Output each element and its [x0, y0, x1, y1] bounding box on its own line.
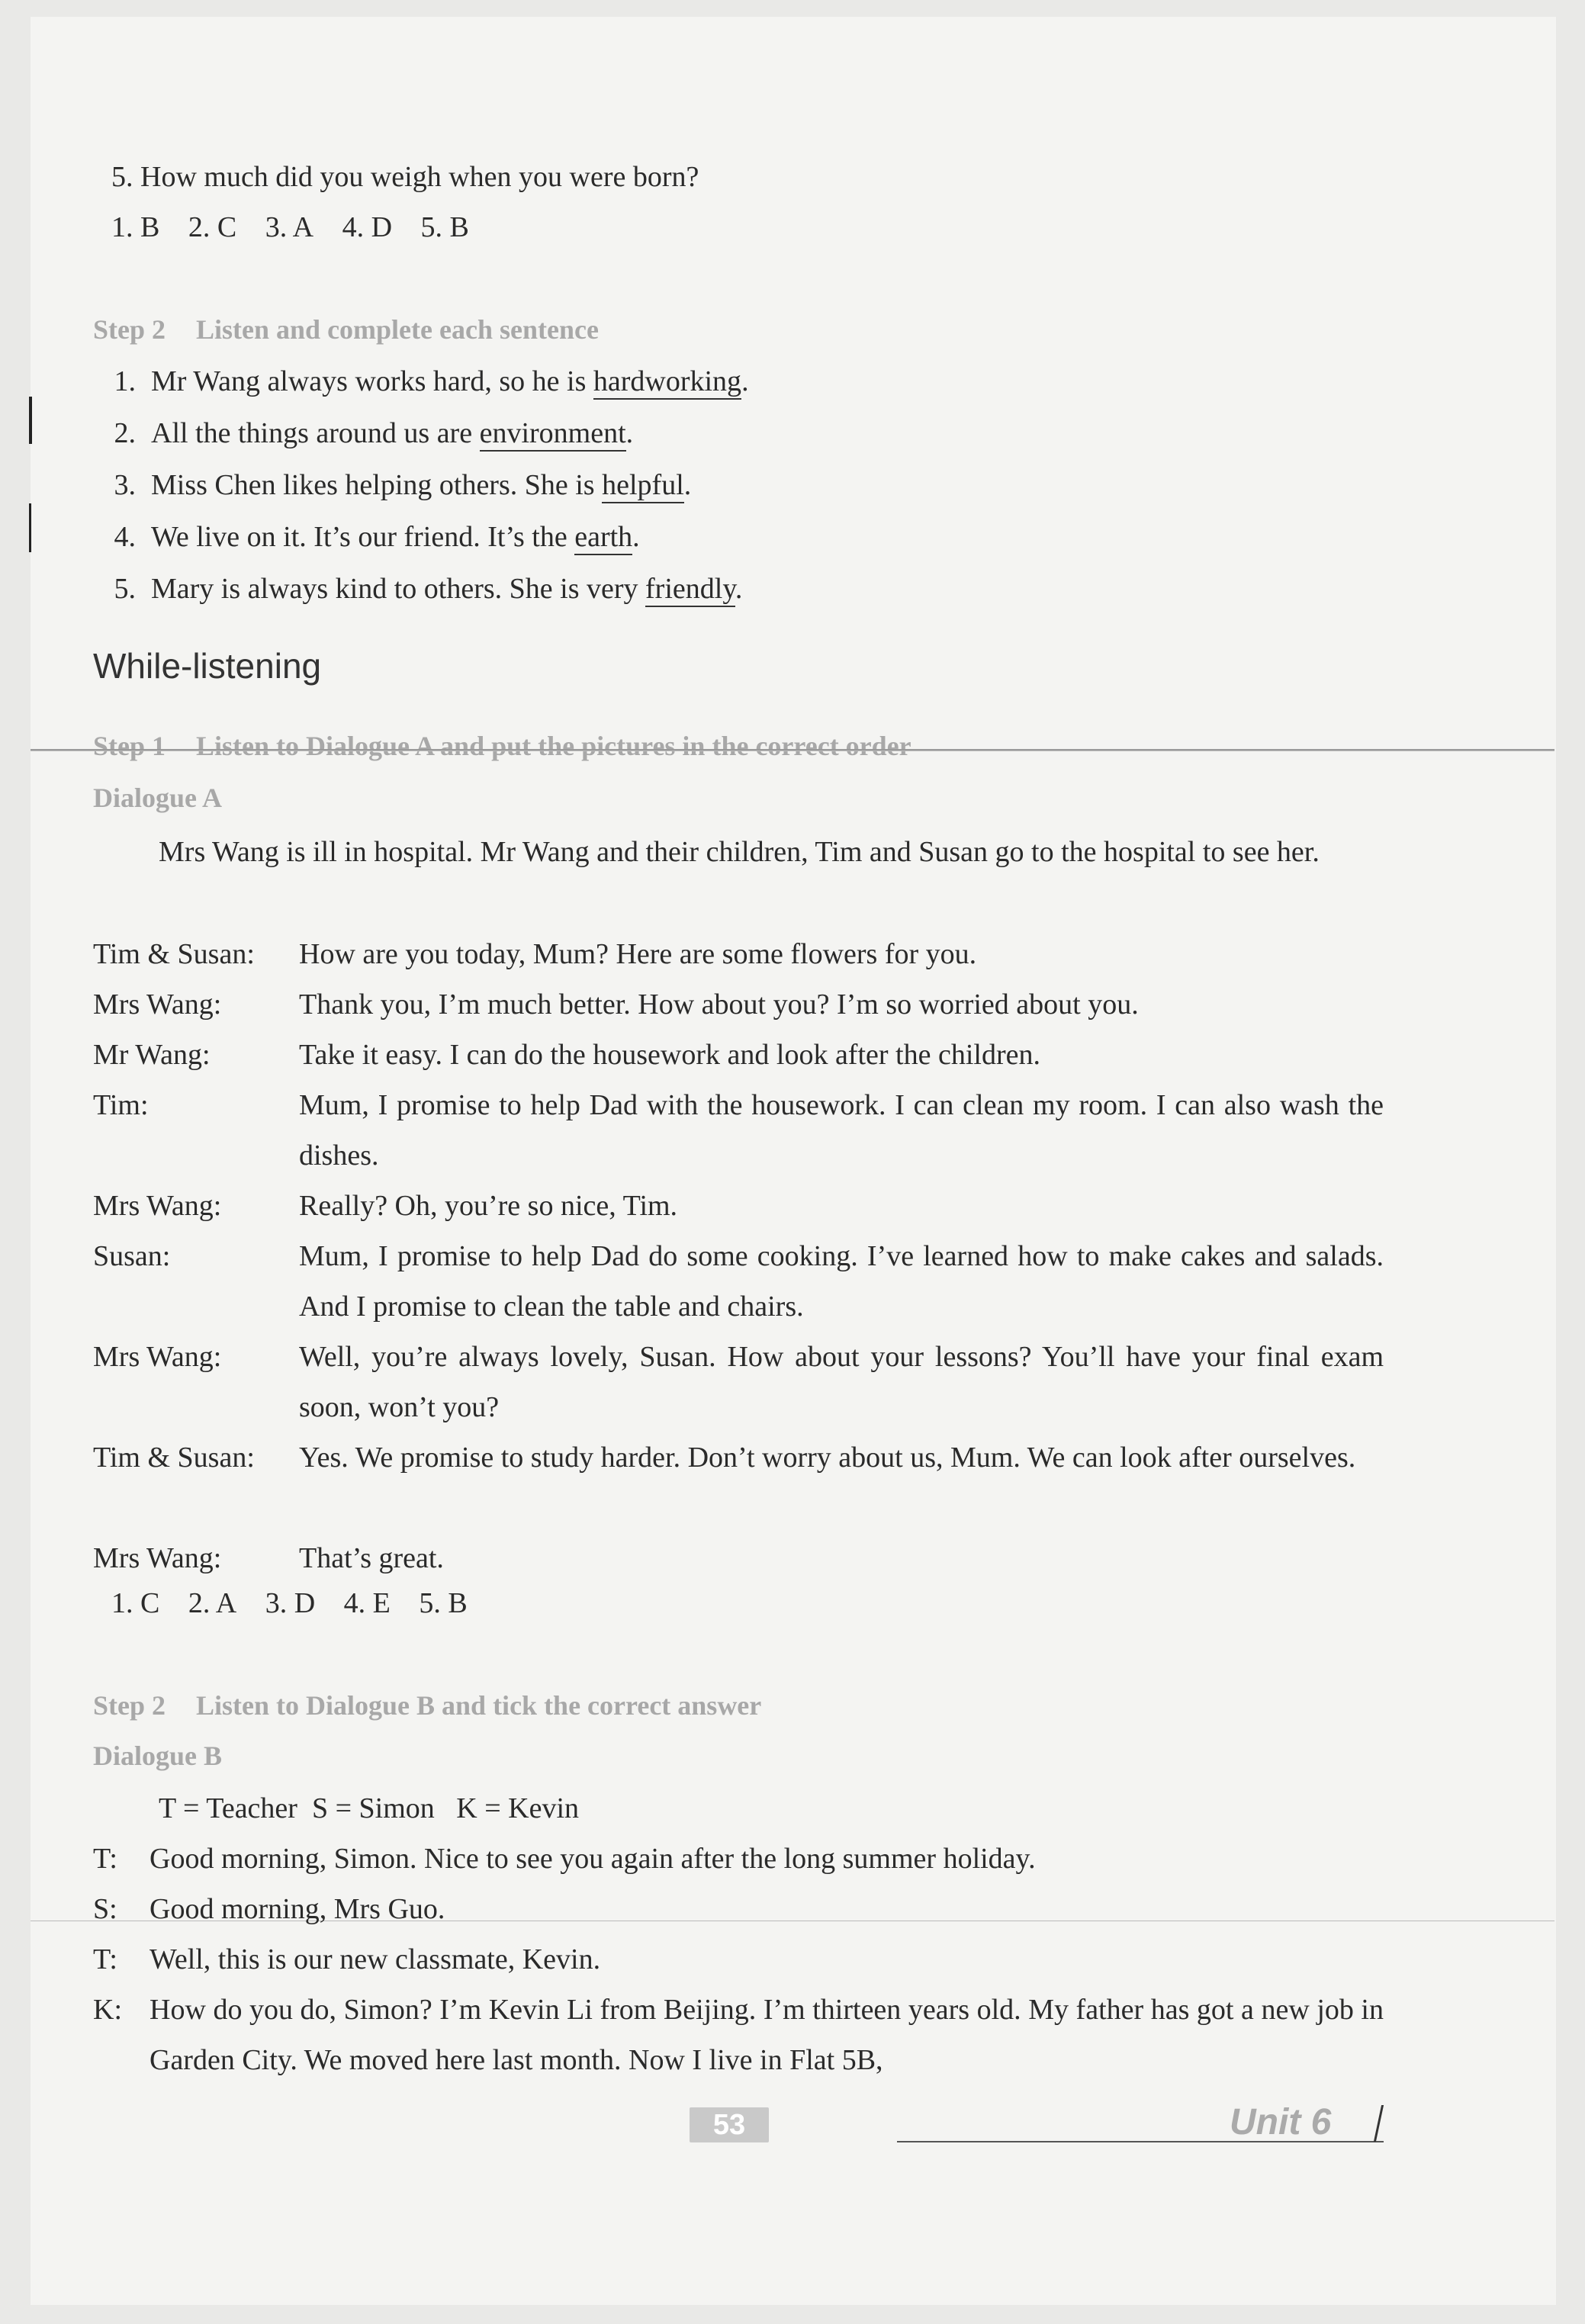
speaker: S: — [93, 1893, 117, 1925]
sentence-item: 2. All the things around us are environment. — [96, 410, 633, 456]
speaker: Mr Wang: — [93, 1039, 211, 1071]
utterance: That’s great. — [299, 1542, 444, 1574]
answer-blank: helpful — [602, 469, 684, 503]
utterance: Good morning, Mrs Guo. — [149, 1893, 445, 1925]
answer-row-a — [111, 1580, 489, 1626]
speaker: Susan: — [93, 1240, 171, 1272]
speaker: T: — [93, 1843, 117, 1875]
step-heading: Step 2 Listen and complete each sentence — [93, 314, 599, 345]
step-heading: Step 2 Listen to Dialogue B and tick the correct answer — [93, 1690, 762, 1721]
answer-blank: earth — [574, 521, 632, 555]
speaker: Tim & Susan: — [93, 938, 255, 970]
answer-blank: environment — [480, 417, 626, 452]
answer: 3. A — [265, 211, 314, 243]
unit-label: Unit 6 — [1230, 2102, 1332, 2142]
utterance: Well, this is our new classmate, Kevin. — [149, 1943, 601, 1975]
answer: 2. A — [188, 1587, 237, 1619]
answer: 1. C — [111, 1587, 160, 1619]
utterance: Thank you, I’m much better. How about you? I’m so worried about you. — [299, 988, 1139, 1021]
answer: 2. C — [188, 211, 237, 243]
speaker: Mrs Wang: — [93, 988, 222, 1021]
utterance: How are you today, Mum? Here are some flowers for you. — [299, 938, 977, 970]
divider — [31, 749, 1554, 751]
answer-blank: friendly — [645, 573, 735, 607]
answer: 4. E — [343, 1587, 391, 1619]
dialogue-title: Dialogue A — [93, 783, 223, 813]
utterance: Take it easy. I can do the housework and look after the children. — [299, 1039, 1040, 1071]
speaker: Tim & Susan: — [93, 1442, 255, 1474]
speaker-key: T = Teacher S = Simon K = Kevin — [159, 1792, 579, 1824]
answer-blank: hardworking — [593, 365, 741, 400]
utterance: Really? Oh, you’re so nice, Tim. — [299, 1190, 678, 1222]
utterance: Yes. We promise to study harder. Don’t worry about us, Mum. We can look after ourselves. — [299, 1442, 1356, 1474]
answer: 1. B — [111, 211, 160, 243]
answer: 3. D — [265, 1587, 316, 1619]
question-5: 5. How much did you weigh when you were born? — [111, 161, 699, 193]
answer: 4. D — [342, 211, 393, 243]
sentence-item: 1. Mr Wang always works hard, so he is hardworking. — [96, 358, 749, 404]
section-title: While-listening — [93, 646, 322, 686]
answer: 5. B — [419, 1587, 468, 1619]
margin-mark — [29, 503, 31, 552]
dialogue-intro: Mrs Wang is ill in hospital. Mr Wang and their children, Tim and Susan go to the hospital to see her. — [159, 836, 1320, 868]
answer: 5. B — [420, 211, 469, 243]
speaker: Mrs Wang: — [93, 1542, 222, 1574]
page-number: 53 — [690, 2107, 769, 2142]
utterance: How do you do, Simon? I’m Kevin Li from Beijing. I’m thirteen years old. My father has got a new job in Garden City. We moved here last month. Now I live in Flat 5B, — [149, 1994, 1384, 2076]
sentence-item: 3. Miss Chen likes helping others. She is helpful. — [96, 462, 691, 508]
speaker: K: — [93, 1994, 122, 2026]
answer-row-top — [111, 204, 490, 250]
speaker: T: — [93, 1943, 117, 1975]
margin-mark — [29, 397, 32, 444]
utterance: Good morning, Simon. Nice to see you again after the long summer holiday. — [149, 1843, 1036, 1875]
speaker: Tim: — [93, 1089, 149, 1121]
sentence-item: 4. We live on it. It’s our friend. It’s the earth. — [96, 514, 640, 560]
dialogue-title: Dialogue B — [93, 1741, 223, 1771]
step-heading: Step 1 Listen to Dialogue A and put the pictures in the correct order — [93, 731, 911, 761]
sentence-item: 5. Mary is always kind to others. She is very friendly. — [96, 566, 742, 612]
utterance: Well, you’re always lovely, Susan. How about your lessons? You’ll have your final exam soon, won’t you? — [299, 1341, 1384, 1423]
utterance: Mum, I promise to help Dad do some cooking. I’ve learned how to make cakes and salads. And I promise to clean the table and chairs. — [299, 1240, 1384, 1323]
utterance: Mum, I promise to help Dad with the housework. I can clean my room. I can also wash the dishes. — [299, 1089, 1384, 1172]
speaker: Mrs Wang: — [93, 1190, 222, 1222]
speaker: Mrs Wang: — [93, 1341, 222, 1373]
